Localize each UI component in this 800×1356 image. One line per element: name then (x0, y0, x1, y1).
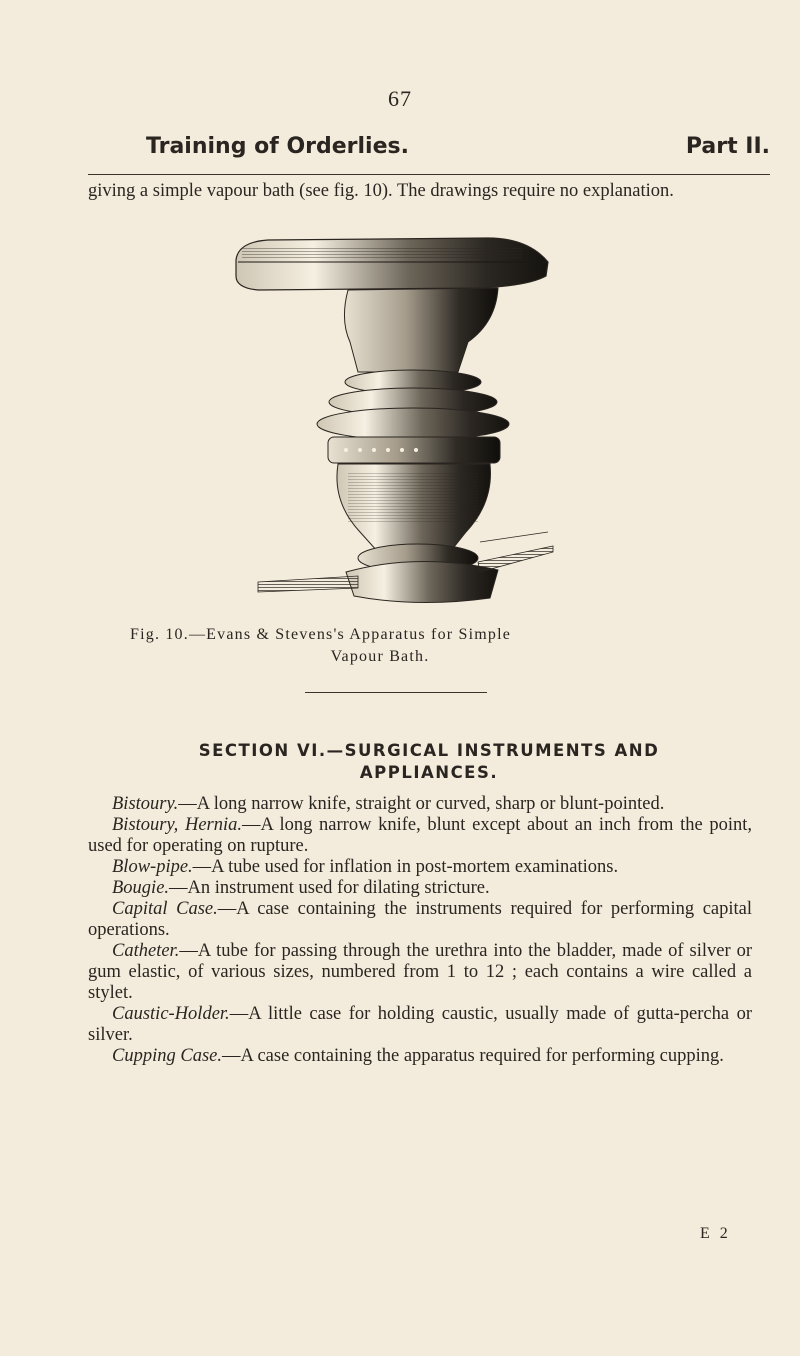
section-separator-rule (305, 692, 487, 693)
entry-term: Cupping Case. (112, 1046, 222, 1066)
running-head-title: Training of Orderlies. (146, 134, 409, 159)
running-head-part: Part II. (685, 134, 770, 159)
entry-definition: —A case containing the apparatus required for performing cupping. (221, 1046, 724, 1066)
glossary-entry (88, 794, 752, 815)
glossary-entry (88, 899, 752, 941)
page-number: 67 (388, 86, 412, 111)
section-heading-line2: APPLIANCES. (359, 763, 499, 782)
vapour-bath-apparatus-drawing (228, 232, 568, 608)
glossary-entry (88, 857, 752, 878)
figure-caption-line2: Vapour Bath. (330, 648, 430, 665)
entry-term: Bistoury. (112, 794, 179, 814)
entry-term: Capital Case. (112, 899, 218, 919)
entry-definition: —A tube for passing through the urethra into the bladder, made of silver or gum elastic, of various sizes, numbered from 1 to 12 ; each contains a wire called a stylet. (88, 941, 752, 1003)
entry-definition: —A little case for holding caustic, usually made of gutta-percha or silver. (88, 1004, 752, 1045)
section-heading-line1: SECTION VI.—SURGICAL INSTRUMENTS AND (198, 741, 660, 760)
figure-caption (130, 624, 720, 668)
glossary-entry (88, 1046, 752, 1067)
glossary-entry (88, 878, 752, 899)
entry-definition: —A long narrow knife, straight or curved, sharp or blunt-pointed. (178, 794, 665, 814)
entry-term: Bistoury, Hernia. (112, 815, 242, 835)
glossary-entry (88, 941, 752, 1004)
entry-term: Caustic-Holder. (112, 1004, 230, 1024)
entry-term: Blow-pipe. (112, 857, 193, 877)
entry-definition: —An instrument used for dilating stricture. (169, 878, 490, 898)
header-rule (88, 174, 770, 175)
glossary-entry (88, 815, 752, 857)
intro-paragraph: giving a simple vapour bath (see fig. 10). The drawings require no explanation. (88, 181, 674, 201)
figure-caption-line1: Fig. 10.—Evans & Stevens's Apparatus for Simple (130, 626, 512, 643)
entry-definition: —A long narrow knife, blunt except about an inch from the point, used for operating on rupture. (88, 815, 752, 856)
signature-mark: E 2 (700, 1225, 731, 1242)
entry-definition: —A case containing the instruments required for performing capital operations. (88, 899, 752, 940)
glossary-entries (88, 794, 752, 1067)
entry-term: Catheter. (112, 941, 180, 961)
entry-definition: —A tube used for inflation in post-mortem examinations. (192, 857, 619, 877)
entry-term: Bougie. (112, 878, 170, 898)
vapour-bath-apparatus-illustration (228, 232, 568, 608)
section-heading (88, 740, 770, 784)
glossary-entry (88, 1004, 752, 1046)
